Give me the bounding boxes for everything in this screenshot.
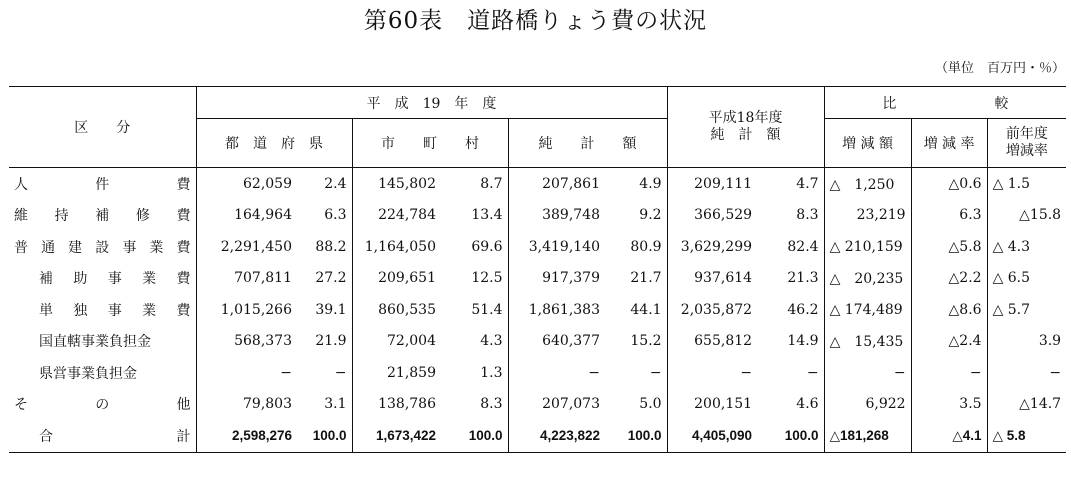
cell-junkei-ratio: 80.9	[630, 238, 662, 255]
table-row	[9, 294, 1066, 326]
cell-junkei-amount: 917,379	[508, 263, 605, 295]
cell-junkei-ratio: 100.0	[627, 428, 662, 444]
cell-junkei-ratio: 15.2	[630, 333, 662, 350]
cell-todofuken-ratio: 3.1	[324, 396, 347, 413]
row-label: 国直轄事業負担金	[39, 334, 151, 351]
cell-todofuken-amount: 707,811	[196, 263, 297, 295]
cell-zennendo-zogenritsu: △15.8	[987, 200, 1066, 232]
table-row	[9, 168, 1066, 200]
cell-todofuken-amount: 568,373	[196, 326, 297, 358]
cell-junkei-amount: 207,073	[508, 389, 605, 421]
cell-h18-ratio: 4.6	[796, 396, 819, 413]
cell-h18-amount: 937,614	[667, 263, 757, 295]
cell-todofuken-amount: 2,598,276	[196, 420, 297, 452]
cell-zogengaku: △ 210,159	[824, 231, 911, 263]
row-label: 人件費	[14, 176, 191, 193]
cell-todofuken-amount: 1,015,266	[196, 294, 297, 326]
cell-h18-ratio: 4.7	[796, 175, 819, 192]
cell-junkei-amount: −	[508, 357, 605, 389]
cell-shichoson-ratio: 8.3	[480, 396, 503, 413]
cell-h18-amount: 3,629,299	[667, 231, 757, 263]
cell-todofuken-ratio: 27.2	[315, 270, 347, 287]
cell-junkei-ratio: 21.7	[630, 270, 662, 287]
table-row	[9, 231, 1066, 263]
cell-h18-ratio: 46.2	[787, 301, 819, 318]
cell-h18-amount: 2,035,872	[667, 294, 757, 326]
cell-h18-ratio: −	[806, 364, 819, 381]
header-junkeigaku: 純 計 額	[508, 119, 667, 168]
cell-shichoson-ratio: 1.3	[480, 364, 503, 381]
cell-zogenritsu: 3.5	[911, 389, 987, 421]
cell-shichoson-amount: 209,651	[352, 263, 441, 295]
unit-note: （単位 百万円・％）	[934, 61, 1065, 76]
cell-shichoson-amount: 1,673,422	[352, 420, 441, 452]
header-zennendo-line1: 前年度	[1005, 126, 1048, 142]
header-hikaku: 比 較	[824, 87, 1066, 119]
cell-junkei-amount: 3,419,140	[508, 231, 605, 263]
cell-junkei-amount: 640,377	[508, 326, 605, 358]
cell-shichoson-ratio: 12.5	[471, 270, 503, 287]
cell-junkei-ratio: 9.2	[639, 207, 662, 224]
cell-todofuken-amount: 164,964	[196, 200, 297, 232]
cell-zogenritsu: △4.1	[911, 420, 987, 452]
cell-zogengaku: 6,922	[824, 389, 911, 421]
cell-zennendo-zogenritsu: −	[987, 357, 1066, 389]
cell-zennendo-zogenritsu: △ 6.5	[987, 263, 1066, 295]
cell-zennendo-zogenritsu: △14.7	[987, 389, 1066, 421]
cell-shichoson-ratio: 4.3	[480, 333, 503, 350]
cell-todofuken-amount: 62,059	[196, 168, 297, 200]
cell-todofuken-amount: 79,803	[196, 389, 297, 421]
cell-h18-amount: 655,812	[667, 326, 757, 358]
table-body	[9, 168, 1066, 453]
cell-todofuken-ratio: 39.1	[315, 301, 347, 318]
table-row	[9, 200, 1066, 232]
cell-h18-ratio: 82.4	[787, 238, 819, 255]
header-h18-line2: 純 計 額	[710, 127, 781, 143]
table-row	[9, 389, 1066, 421]
header-shichoson: 市 町 村	[352, 119, 508, 168]
cell-junkei-ratio: −	[649, 364, 662, 381]
cell-shichoson-ratio: 100.0	[468, 428, 503, 444]
header-zogenritsu: 増 減 率	[911, 119, 987, 168]
cell-todofuken-ratio: 2.4	[324, 175, 347, 192]
cell-junkei-amount: 1,861,383	[508, 294, 605, 326]
table-row	[9, 263, 1066, 295]
cell-zogengaku: △ 1,250	[824, 168, 911, 200]
cell-h18-amount: 366,529	[667, 200, 757, 232]
cell-zogengaku: △ 15,435	[824, 326, 911, 358]
cell-junkei-ratio: 44.1	[630, 301, 662, 318]
header-zennendo-line2: 増減率	[1005, 143, 1048, 159]
row-label: 普通建設事業費	[14, 239, 191, 256]
cell-shichoson-ratio: 69.6	[471, 238, 503, 255]
cell-junkei-ratio: 5.0	[639, 396, 662, 413]
cell-zogengaku: △ 20,235	[824, 263, 911, 295]
row-label: 合 計	[39, 428, 191, 445]
cell-h18-amount: 209,111	[667, 168, 757, 200]
table-row	[9, 326, 1066, 358]
cell-zennendo-zogenritsu: 3.9	[987, 326, 1066, 358]
header-zennendo	[987, 119, 1066, 168]
cell-shichoson-amount: 1,164,050	[352, 231, 441, 263]
cell-h18-ratio: 100.0	[784, 428, 819, 444]
header-todofuken: 都 道 府 県	[196, 119, 352, 168]
cell-junkei-amount: 389,748	[508, 200, 605, 232]
cell-zennendo-zogenritsu: △ 5.7	[987, 294, 1066, 326]
cell-shichoson-amount: 72,004	[352, 326, 441, 358]
cell-todofuken-ratio: 88.2	[315, 238, 347, 255]
cell-zogenritsu: −	[911, 357, 987, 389]
cell-zennendo-zogenritsu: △ 1.5	[987, 168, 1066, 200]
cell-shichoson-ratio: 51.4	[471, 301, 503, 318]
header-kubun: 区 分	[9, 87, 196, 168]
cell-shichoson-amount: 138,786	[352, 389, 441, 421]
cell-todofuken-ratio: −	[334, 364, 347, 381]
cell-zogengaku: △ 174,489	[824, 294, 911, 326]
row-label: 維持補修費	[14, 208, 191, 225]
cell-h18-ratio: 14.9	[787, 333, 819, 350]
row-label: 県営事業負担金	[39, 365, 137, 382]
header-zogengaku: 増 減 額	[824, 119, 911, 168]
cell-h18-ratio: 21.3	[787, 270, 819, 287]
cell-zogenritsu: △2.4	[911, 326, 987, 358]
cell-zogengaku: △181,268	[824, 420, 911, 452]
cell-todofuken-amount: −	[196, 357, 297, 389]
cell-zogenritsu: △5.8	[911, 231, 987, 263]
cell-todofuken-ratio: 6.3	[324, 207, 347, 224]
cell-zogenritsu: 6.3	[911, 200, 987, 232]
cell-shichoson-amount: 21,859	[352, 357, 441, 389]
header-h18	[667, 87, 824, 168]
road-bridge-expense-table	[9, 86, 1066, 453]
cell-zogengaku: 23,219	[824, 200, 911, 232]
cell-zogenritsu: △2.2	[911, 263, 987, 295]
row-label: 単独事業費	[39, 302, 191, 319]
cell-shichoson-amount: 860,535	[352, 294, 441, 326]
cell-todofuken-ratio: 100.0	[312, 428, 347, 444]
cell-junkei-amount: 207,861	[508, 168, 605, 200]
cell-shichoson-ratio: 8.7	[480, 175, 503, 192]
cell-shichoson-ratio: 13.4	[471, 207, 503, 224]
header-h19: 平 成 19 年 度	[196, 87, 667, 119]
cell-zennendo-zogenritsu: △ 4.3	[987, 231, 1066, 263]
cell-zogengaku: −	[824, 357, 911, 389]
cell-zennendo-zogenritsu: △ 5.8	[987, 420, 1066, 452]
table-title: 第60表 道路橋りょう費の状況	[363, 8, 708, 34]
header-h18-line1: 平成18年度	[708, 110, 783, 126]
cell-h18-amount: 4,405,090	[667, 420, 757, 452]
cell-junkei-amount: 4,223,822	[508, 420, 605, 452]
row-label: そ の 他	[14, 397, 191, 414]
cell-todofuken-ratio: 21.9	[315, 333, 347, 350]
cell-h18-ratio: 8.3	[796, 207, 819, 224]
row-label: 補助事業費	[39, 271, 191, 288]
cell-todofuken-amount: 2,291,450	[196, 231, 297, 263]
table-row	[9, 357, 1066, 389]
cell-shichoson-amount: 145,802	[352, 168, 441, 200]
cell-shichoson-amount: 224,784	[352, 200, 441, 232]
cell-h18-amount: 200,151	[667, 389, 757, 421]
cell-h18-amount: −	[667, 357, 757, 389]
table-row	[9, 420, 1066, 452]
cell-zogenritsu: △8.6	[911, 294, 987, 326]
cell-junkei-ratio: 4.9	[639, 175, 662, 192]
cell-zogenritsu: △0.6	[911, 168, 987, 200]
